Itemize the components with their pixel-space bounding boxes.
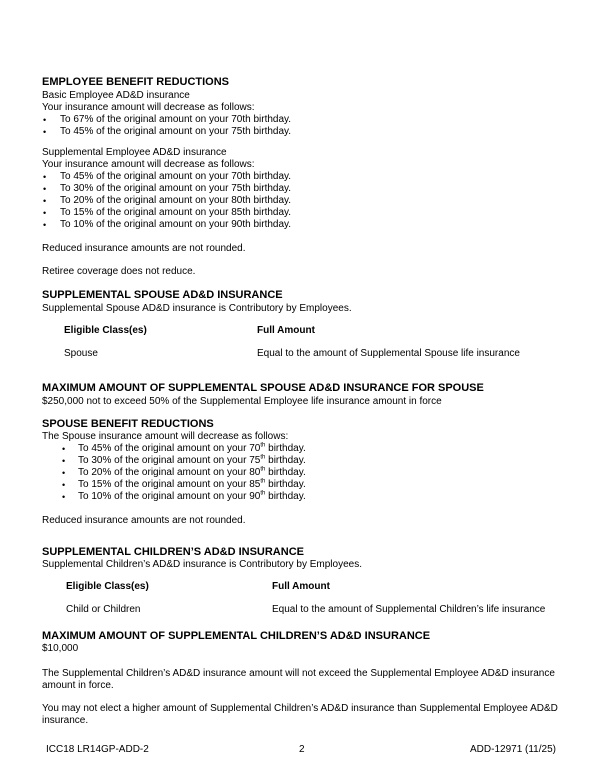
spouse-row-class: Spouse <box>64 348 98 359</box>
item-text: To 30% of the original amount on your 75 <box>78 455 261 466</box>
bullet-icon: • <box>43 184 47 194</box>
bullet-icon: • <box>43 115 47 125</box>
children-row-class: Child or Children <box>66 604 141 615</box>
item-text: birthday. <box>265 479 306 490</box>
list-item: To 10% of the original amount on your 90th birthday. <box>60 219 292 230</box>
list-item: To 20% of the original amount on your 80th birthday. <box>60 195 292 206</box>
footer-doc-id: ADD-12971 (11/25) <box>470 744 556 755</box>
not-rounded-note: Reduced insurance amounts are not rounded. <box>42 243 246 254</box>
bullet-icon: • <box>62 444 66 454</box>
footer-form-number: ICC18 LR14GP-ADD-2 <box>46 744 149 755</box>
item-text: To 10% of the original amount on your 90 <box>78 491 261 502</box>
item-text: birthday. <box>265 443 306 454</box>
item-text: To 15% of the original amount on your 85 <box>78 479 261 490</box>
ordinal-suffix: th <box>260 490 266 497</box>
spouse-not-rounded-note: Reduced insurance amounts are not rounded. <box>42 515 246 526</box>
children-max-amount: $10,000 <box>42 643 79 654</box>
employee-reductions-heading: EMPLOYEE BENEFIT REDUCTIONS <box>42 76 230 88</box>
bullet-icon: • <box>43 172 47 182</box>
bullet-icon: • <box>62 492 66 502</box>
basic-add-label: Basic Employee AD&D insurance <box>42 90 190 101</box>
item-text: birthday. <box>265 467 306 478</box>
children-max-para-1: The Supplemental Children’s AD&D insurance amount will not exceed the Supplemental Employee AD&D insurance amount in force. <box>42 668 555 691</box>
list-item <box>78 479 306 491</box>
supp-add-label: Supplemental Employee AD&D insurance <box>42 147 227 158</box>
spouse-col-class-header: Eligible Class(es) <box>64 325 147 336</box>
bullet-icon: • <box>43 220 47 230</box>
children-insurance-heading: SUPPLEMENTAL CHILDREN’S AD&D INSURANCE <box>42 546 304 558</box>
item-text: birthday. <box>265 491 306 502</box>
item-text: birthday. <box>265 455 306 466</box>
footer-page-number: 2 <box>299 744 305 755</box>
spouse-col-amount-header: Full Amount <box>257 325 315 336</box>
item-text: To 45% of the original amount on your 70 <box>78 443 261 454</box>
children-col-amount-header: Full Amount <box>272 581 330 592</box>
spouse-max-heading: MAXIMUM AMOUNT OF SUPPLEMENTAL SPOUSE AD&D INSURANCE FOR SPOUSE <box>42 382 484 394</box>
bullet-icon: • <box>43 127 47 137</box>
bullet-icon: • <box>43 208 47 218</box>
ordinal-suffix: th <box>260 478 266 485</box>
spouse-reductions-intro: The Spouse insurance amount will decrease as follows: <box>42 431 289 442</box>
list-item: To 30% of the original amount on your 75th birthday. <box>60 183 292 194</box>
spouse-insurance-desc: Supplemental Spouse AD&D insurance is Contributory by Employees. <box>42 303 352 314</box>
basic-add-intro: Your insurance amount will decrease as follows: <box>42 102 255 113</box>
list-item <box>78 467 306 479</box>
list-item: To 15% of the original amount on your 85th birthday. <box>60 207 292 218</box>
spouse-row-amount: Equal to the amount of Supplemental Spouse life insurance <box>257 348 520 359</box>
spouse-reductions-heading: SPOUSE BENEFIT REDUCTIONS <box>42 418 214 430</box>
list-item <box>78 443 306 455</box>
list-item: To 45% of the original amount on your 70th birthday. <box>60 171 292 182</box>
bullet-icon: • <box>62 456 66 466</box>
children-col-class-header: Eligible Class(es) <box>66 581 149 592</box>
children-max-heading: MAXIMUM AMOUNT OF SUPPLEMENTAL CHILDREN’S AD&D INSURANCE <box>42 630 431 642</box>
list-item: To 45% of the original amount on your 75th birthday. <box>60 126 292 137</box>
spouse-insurance-heading: SUPPLEMENTAL SPOUSE AD&D INSURANCE <box>42 289 283 301</box>
children-max-para-2: You may not elect a higher amount of Supplemental Children’s AD&D insurance than Supplemental Employee AD&D insurance. <box>42 703 558 726</box>
retiree-note: Retiree coverage does not reduce. <box>42 266 196 277</box>
bullet-icon: • <box>62 468 66 478</box>
list-item <box>78 455 306 467</box>
list-item: To 67% of the original amount on your 70th birthday. <box>60 114 292 125</box>
bullet-icon: • <box>43 196 47 206</box>
item-text: To 20% of the original amount on your 80 <box>78 467 261 478</box>
spouse-max-text: $250,000 not to exceed 50% of the Supplemental Employee life insurance amount in force <box>42 396 442 407</box>
supp-add-intro: Your insurance amount will decrease as follows: <box>42 159 255 170</box>
list-item <box>78 491 306 503</box>
children-row-amount: Equal to the amount of Supplemental Children’s life insurance <box>272 604 546 615</box>
children-insurance-desc: Supplemental Children’s AD&D insurance is Contributory by Employees. <box>42 559 362 570</box>
bullet-icon: • <box>62 480 66 490</box>
ordinal-suffix: th <box>260 442 266 449</box>
ordinal-suffix: th <box>260 466 266 473</box>
ordinal-suffix: th <box>260 454 266 461</box>
